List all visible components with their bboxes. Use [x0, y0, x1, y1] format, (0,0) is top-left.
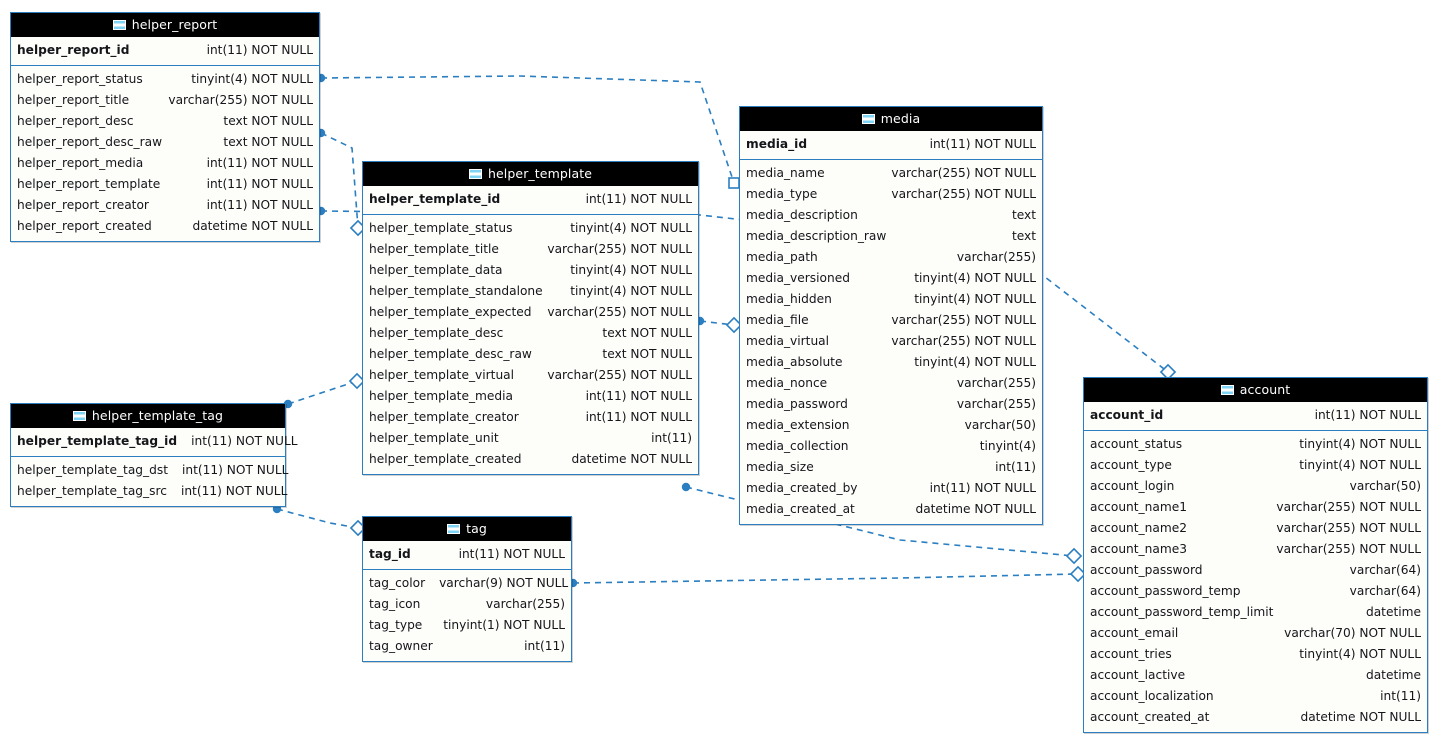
column-name: account_created_at: [1090, 710, 1210, 724]
column-name: helper_template_virtual: [369, 368, 515, 382]
column-name: helper_report_desc: [17, 114, 134, 128]
column-row[interactable]: [740, 394, 1042, 415]
column-name: account_localization: [1090, 689, 1214, 703]
column-type: int(11) NOT NULL: [191, 434, 298, 448]
column-row-pk[interactable]: [363, 544, 571, 565]
column-type: varchar(255) NOT NULL: [1276, 500, 1421, 514]
column-type: datetime: [1365, 605, 1421, 619]
column-type: datetime: [1365, 668, 1421, 682]
column-row[interactable]: [1084, 623, 1427, 644]
column-name: media_created_at: [746, 502, 855, 516]
column-row[interactable]: [1084, 497, 1427, 518]
column-type: varchar(255) NOT NULL: [891, 187, 1036, 201]
column-type: varchar(50): [964, 418, 1036, 432]
entity-tag[interactable]: [362, 516, 572, 662]
column-row[interactable]: [11, 153, 319, 174]
column-row[interactable]: [363, 281, 698, 302]
entity-header: [11, 13, 319, 37]
column-type: varchar(9) NOT NULL: [439, 576, 569, 590]
column-name: media_size: [746, 460, 814, 474]
column-row[interactable]: [1084, 665, 1427, 686]
column-name: account_name2: [1090, 521, 1187, 535]
column-type: tinyint(4) NOT NULL: [570, 263, 692, 277]
column-list: [11, 66, 319, 241]
primary-key-section: [740, 131, 1042, 160]
column-row[interactable]: [11, 174, 319, 195]
column-name: helper_report_creator: [17, 198, 149, 212]
column-type: datetime NOT NULL: [192, 219, 313, 233]
column-row[interactable]: [363, 449, 698, 470]
column-name: helper_report_id: [17, 43, 130, 57]
column-name: tag_type: [369, 618, 423, 632]
column-list: [363, 215, 698, 474]
column-name: media_virtual: [746, 334, 830, 348]
entity-header: [740, 107, 1042, 131]
column-type: datetime NOT NULL: [571, 452, 692, 466]
column-name: helper_template_id: [369, 192, 501, 206]
column-type: varchar(255) NOT NULL: [168, 93, 313, 107]
column-row[interactable]: [740, 184, 1042, 205]
column-row[interactable]: [740, 373, 1042, 394]
relation-helper_report-to-helper_template: [321, 133, 358, 228]
column-name: helper_template_tag_id: [17, 434, 178, 448]
column-name: tag_id: [369, 547, 411, 561]
column-row[interactable]: [1084, 602, 1427, 623]
relation-end-marker: [1067, 549, 1081, 563]
column-type: int(11): [1380, 689, 1421, 703]
column-name: helper_report_media: [17, 156, 144, 170]
column-type: int(11) NOT NULL: [585, 410, 692, 424]
entity-helper_template_tag[interactable]: [10, 403, 298, 507]
column-row[interactable]: [1084, 644, 1427, 665]
column-name: helper_report_created: [17, 219, 152, 233]
column-type: varchar(64): [1349, 584, 1421, 598]
column-type: datetime NOT NULL: [915, 502, 1036, 516]
table-icon: [73, 411, 86, 421]
column-type: int(11) NOT NULL: [585, 389, 692, 403]
column-name: helper_template_expected: [369, 305, 532, 319]
column-type: text NOT NULL: [223, 135, 313, 149]
column-name: account_tries: [1090, 647, 1172, 661]
column-row[interactable]: [363, 260, 698, 281]
column-type: int(11) NOT NULL: [929, 481, 1036, 495]
column-type: text NOT NULL: [602, 326, 692, 340]
entity-helper_report[interactable]: [10, 12, 320, 242]
column-list: [740, 160, 1042, 524]
column-name: helper_template_created: [369, 452, 522, 466]
entity-header: [363, 517, 571, 541]
column-row[interactable]: [740, 226, 1042, 247]
column-name: media_name: [746, 166, 825, 180]
column-name: helper_report_template: [17, 177, 161, 191]
column-row[interactable]: [1084, 686, 1427, 707]
column-type: int(11) NOT NULL: [206, 177, 313, 191]
primary-key-section: [11, 428, 298, 457]
column-row[interactable]: [11, 216, 319, 237]
entity-title: tag: [466, 521, 487, 536]
column-type: varchar(255) NOT NULL: [891, 166, 1036, 180]
column-row[interactable]: [740, 247, 1042, 268]
entity-header: [11, 404, 285, 428]
column-name: media_extension: [746, 418, 850, 432]
primary-key-section: [11, 37, 319, 66]
column-row[interactable]: [11, 90, 319, 111]
column-type: varchar(255) NOT NULL: [891, 313, 1036, 327]
entity-title: account: [1239, 382, 1291, 397]
entity-title: helper_template_tag: [91, 408, 224, 423]
column-type: varchar(255) NOT NULL: [1276, 542, 1421, 556]
column-type: varchar(255) NOT NULL: [1276, 521, 1421, 535]
column-name: helper_template_status: [369, 221, 513, 235]
column-row[interactable]: [363, 239, 698, 260]
column-list: [11, 457, 289, 506]
column-name: helper_report_status: [17, 72, 143, 86]
relation-helper_template_tag-to-tag: [277, 509, 358, 528]
column-type: tinyint(4) NOT NULL: [570, 221, 692, 235]
column-row[interactable]: [1084, 539, 1427, 560]
column-type: varchar(70) NOT NULL: [1284, 626, 1421, 640]
column-name: account_email: [1090, 626, 1179, 640]
column-row-pk[interactable]: [363, 189, 698, 210]
column-name: media_hidden: [746, 292, 832, 306]
column-row[interactable]: [11, 69, 319, 90]
column-row[interactable]: [740, 457, 1042, 478]
column-name: media_password: [746, 397, 848, 411]
column-name: media_file: [746, 313, 809, 327]
entity-title: helper_template: [487, 166, 593, 181]
column-name: media_absolute: [746, 355, 843, 369]
column-row[interactable]: [1084, 560, 1427, 581]
column-name: media_collection: [746, 439, 849, 453]
column-type: tinyint(4) NOT NULL: [1299, 647, 1421, 661]
column-type: tinyint(4) NOT NULL: [1299, 437, 1421, 451]
column-row[interactable]: [1084, 518, 1427, 539]
column-type: varchar(255): [956, 250, 1036, 264]
column-type: int(11) NOT NULL: [929, 137, 1036, 151]
column-name: media_created_by: [746, 481, 858, 495]
column-row-pk[interactable]: [1084, 405, 1427, 426]
column-type: int(11) NOT NULL: [182, 463, 289, 477]
column-row[interactable]: [1084, 455, 1427, 476]
column-name: account_name3: [1090, 542, 1187, 556]
column-row-pk[interactable]: [11, 431, 298, 452]
column-name: helper_template_data: [369, 263, 503, 277]
column-name: helper_template_unit: [369, 431, 499, 445]
column-row-pk[interactable]: [740, 134, 1042, 155]
column-type: int(11) NOT NULL: [458, 547, 565, 561]
column-name: helper_template_desc: [369, 326, 504, 340]
column-row[interactable]: [1084, 434, 1427, 455]
column-name: media_versioned: [746, 271, 850, 285]
column-type: text NOT NULL: [223, 114, 313, 128]
column-type: int(11) NOT NULL: [206, 198, 313, 212]
column-name: helper_template_tag_src: [17, 484, 167, 498]
column-row[interactable]: [740, 331, 1042, 352]
column-row[interactable]: [363, 218, 698, 239]
column-name: tag_owner: [369, 639, 433, 653]
column-name: account_name1: [1090, 500, 1187, 514]
column-type: tinyint(4) NOT NULL: [1299, 458, 1421, 472]
column-row[interactable]: [740, 310, 1042, 331]
column-row[interactable]: [363, 323, 698, 344]
table-icon: [862, 114, 875, 124]
entity-media[interactable]: [739, 106, 1043, 525]
column-type: int(11): [651, 431, 692, 445]
column-name: helper_template_media: [369, 389, 514, 403]
relation-tag-to-account: [573, 574, 1078, 583]
entity-title: helper_report: [131, 17, 218, 32]
column-type: int(11): [524, 639, 565, 653]
column-name: account_password_temp: [1090, 584, 1241, 598]
column-type: int(11) NOT NULL: [180, 484, 288, 498]
column-row[interactable]: [740, 163, 1042, 184]
column-name: account_login: [1090, 479, 1175, 493]
column-type: tinyint(4) NOT NULL: [914, 271, 1036, 285]
column-row[interactable]: [363, 615, 571, 636]
relation-start-marker: [683, 484, 690, 491]
column-name: account_id: [1090, 408, 1164, 422]
column-row[interactable]: [740, 415, 1042, 436]
column-row[interactable]: [11, 132, 319, 153]
column-row[interactable]: [1084, 476, 1427, 497]
column-row[interactable]: [363, 344, 698, 365]
column-name: helper_template_title: [369, 242, 499, 256]
column-row[interactable]: [363, 386, 698, 407]
column-row[interactable]: [740, 352, 1042, 373]
column-type: int(11) NOT NULL: [206, 156, 313, 170]
column-name: media_id: [746, 137, 808, 151]
column-type: varchar(255): [956, 376, 1036, 390]
column-row[interactable]: [740, 436, 1042, 457]
column-type: varchar(255) NOT NULL: [547, 305, 692, 319]
column-row[interactable]: [740, 268, 1042, 289]
column-name: helper_template_creator: [369, 410, 519, 424]
column-type: int(11) NOT NULL: [585, 192, 692, 206]
column-name: media_description: [746, 208, 858, 222]
entity-account[interactable]: [1083, 377, 1428, 733]
column-row[interactable]: [363, 365, 698, 386]
column-type: varchar(255) NOT NULL: [891, 334, 1036, 348]
column-name: helper_report_title: [17, 93, 130, 107]
column-type: tinyint(4) NOT NULL: [570, 284, 692, 298]
column-row[interactable]: [11, 111, 319, 132]
primary-key-section: [363, 541, 571, 570]
column-row[interactable]: [1084, 581, 1427, 602]
column-name: media_type: [746, 187, 818, 201]
entity-header: [363, 162, 698, 186]
column-type: datetime NOT NULL: [1300, 710, 1421, 724]
column-row[interactable]: [363, 302, 698, 323]
entity-header: [1084, 378, 1427, 402]
column-name: account_password_temp_limit: [1090, 605, 1274, 619]
column-row[interactable]: [740, 499, 1042, 520]
column-list: [363, 570, 571, 661]
column-name: tag_color: [369, 576, 426, 590]
entity-helper_template[interactable]: [362, 161, 699, 475]
column-name: account_type: [1090, 458, 1172, 472]
column-type: tinyint(4) NOT NULL: [191, 72, 313, 86]
column-row[interactable]: [11, 195, 319, 216]
table-icon: [447, 524, 460, 534]
column-type: varchar(64): [1349, 563, 1421, 577]
column-type: tinyint(1) NOT NULL: [443, 618, 565, 632]
column-type: varchar(255) NOT NULL: [547, 242, 692, 256]
column-row[interactable]: [363, 573, 571, 594]
table-icon: [113, 20, 126, 30]
column-type: int(11): [995, 460, 1036, 474]
primary-key-section: [363, 186, 698, 215]
column-row[interactable]: [363, 594, 571, 615]
column-name: helper_template_standalone: [369, 284, 543, 298]
column-name: account_status: [1090, 437, 1183, 451]
column-name: tag_icon: [369, 597, 421, 611]
table-icon: [1221, 385, 1234, 395]
table-icon: [469, 169, 482, 179]
column-name: helper_template_tag_dst: [17, 463, 168, 477]
column-row[interactable]: [740, 478, 1042, 499]
column-name: media_path: [746, 250, 818, 264]
column-type: varchar(255) NOT NULL: [547, 368, 692, 382]
relation-helper_template-to-media: [700, 321, 734, 325]
column-type: varchar(255): [485, 597, 565, 611]
entity-title: media: [880, 111, 921, 126]
column-type: int(11) NOT NULL: [206, 43, 313, 57]
column-type: text: [1011, 208, 1036, 222]
column-row[interactable]: [11, 460, 289, 481]
column-type: tinyint(4) NOT NULL: [914, 292, 1036, 306]
column-row[interactable]: [363, 428, 698, 449]
relation-helper_template_tag-to-helper_template: [288, 381, 357, 404]
column-name: helper_report_desc_raw: [17, 135, 163, 149]
column-list: [1084, 431, 1427, 732]
column-row[interactable]: [740, 289, 1042, 310]
column-name: account_lactive: [1090, 668, 1186, 682]
column-row[interactable]: [1084, 707, 1427, 728]
column-type: tinyint(4) NOT NULL: [914, 355, 1036, 369]
column-row-pk[interactable]: [11, 40, 319, 61]
column-name: media_description_raw: [746, 229, 887, 243]
column-name: helper_template_desc_raw: [369, 347, 532, 361]
column-type: text: [1011, 229, 1036, 243]
column-type: text NOT NULL: [602, 347, 692, 361]
column-type: varchar(255): [956, 397, 1036, 411]
primary-key-section: [1084, 402, 1427, 431]
column-row[interactable]: [740, 205, 1042, 226]
column-name: media_nonce: [746, 376, 828, 390]
column-row[interactable]: [11, 481, 288, 502]
column-row[interactable]: [363, 407, 698, 428]
column-row[interactable]: [363, 636, 571, 657]
relation-end-marker: [729, 178, 739, 188]
column-type: varchar(50): [1349, 479, 1421, 493]
column-type: tinyint(4): [979, 439, 1036, 453]
column-name: account_password: [1090, 563, 1203, 577]
column-type: int(11) NOT NULL: [1314, 408, 1421, 422]
